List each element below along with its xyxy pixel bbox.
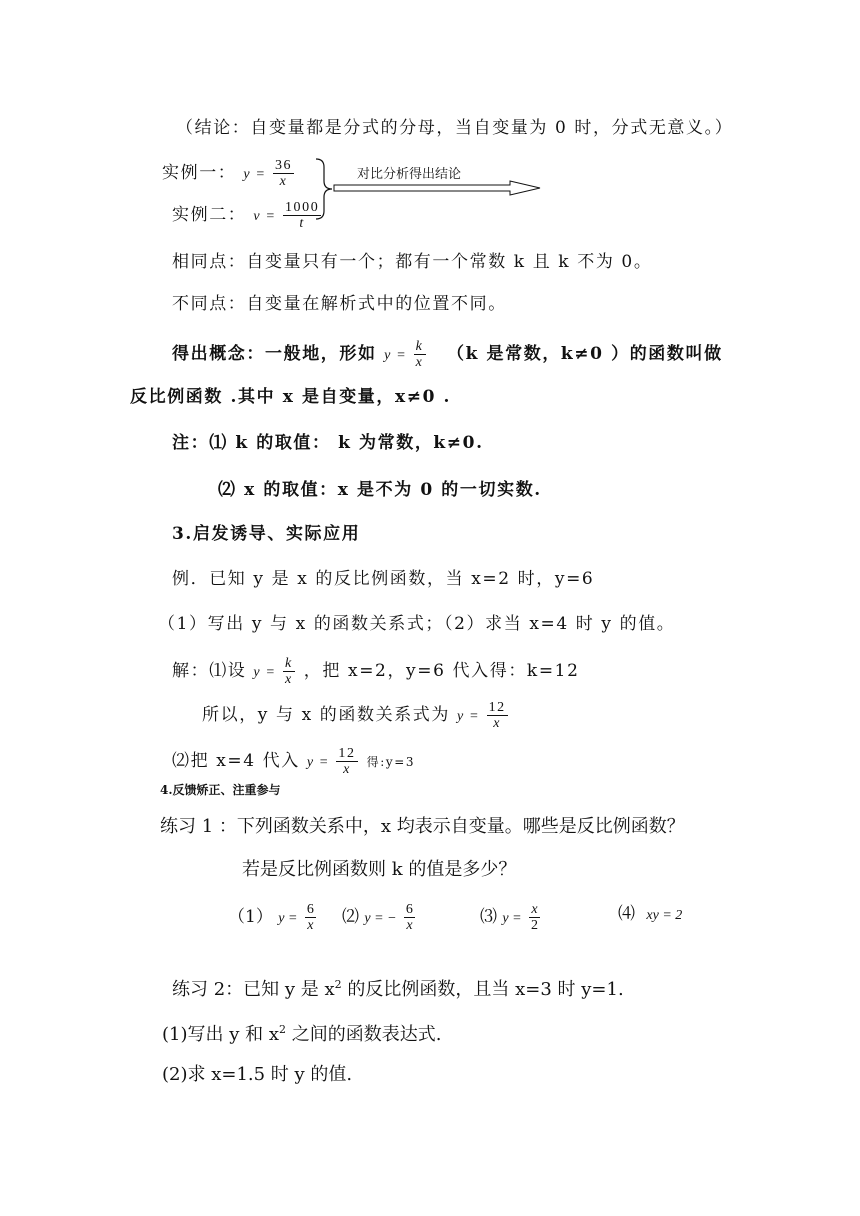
item-2-numerator: 6 <box>405 902 413 917</box>
example-two-label: 实例二： <box>172 205 247 225</box>
solution-step-three-numerator: 12 <box>338 746 356 761</box>
solution-step-one-intro: 解：⑴设 <box>172 661 247 681</box>
example-one: 实例一： y = $\frac{36}{x}$ <box>162 158 293 189</box>
example-questions: （1）写出 y 与 x 的函数关系式；（2）求当 x=4 时 y 的值。 <box>158 614 676 634</box>
solution-step-two-var: y <box>457 709 465 724</box>
exercise-one-item-3 <box>480 902 542 933</box>
exercise-one-item-2 <box>342 902 417 933</box>
solution-step-one-numerator: k <box>284 656 293 671</box>
item-4-label: ⑷ <box>618 904 635 924</box>
item-4-expr: xy = 2 <box>646 908 683 923</box>
concept-numerator: k <box>415 339 424 354</box>
exercise-two-line-one <box>172 972 624 1003</box>
concept-var: y <box>384 348 392 363</box>
solution-step-three-denominator: x <box>343 762 351 777</box>
item-3-expr: y = <box>502 911 522 926</box>
solution-step-two-intro: 所以，y 与 x 的函数关系式为 <box>202 705 451 725</box>
example-one-denominator: x <box>279 174 288 189</box>
concept-fraction <box>414 339 426 370</box>
concept-denominator: x <box>415 355 424 370</box>
item-3-denominator: 2 <box>530 918 538 933</box>
item-3-fraction <box>529 902 540 933</box>
same-points: 相同点：自变量只有一个；都有一个常数 k 且 k 不为 0。 <box>172 252 653 272</box>
exercise-two-question-one <box>162 1017 441 1048</box>
item-3-numerator: x <box>529 902 540 918</box>
solution-step-one: 解：⑴设 y = $\frac{k}{x}$ ，把 x=2，y=6 代入得：k=12 <box>172 656 580 687</box>
item-2-expr: y = − <box>364 911 397 926</box>
example-statement: 例．已知 y 是 x 的反比例函数，当 x=2 时，y=6 <box>172 569 595 589</box>
example-one-numerator: 36 <box>274 158 293 173</box>
different-points: 不同点：自变量在解析式中的位置不同。 <box>172 294 507 314</box>
item-2-fraction <box>404 902 415 933</box>
concept-line-one: 得出概念：一般地，形如 y = $\frac{k}{x}$ （k 是常数，k≠0 ）的函数叫做 <box>172 339 723 370</box>
solution-step-one-denominator: x <box>284 672 293 687</box>
concept-condition: （k 是常数，k≠0 ）的函数叫做 <box>447 344 723 364</box>
item-1-expr: y = <box>278 911 298 926</box>
note-two: ⑵ x 的取值：x 是不为 0 的一切实数. <box>218 480 542 500</box>
exercise-two-exponent: 2 <box>334 978 342 991</box>
solution-step-three: ⑵把 x=4 代入 y = $\frac{12}{x}$ 得:y=3 <box>172 746 416 777</box>
exercise-one-item-4 <box>618 902 682 928</box>
exercise-one-line-two: 若是反比例函数则 k 的值是多少？ <box>242 859 517 880</box>
item-1-numerator: 6 <box>306 902 314 917</box>
example-one-label: 实例一： <box>162 163 237 183</box>
item-3-label: ⑶ <box>480 907 497 927</box>
arrow-label: 对比分析得出结论 <box>357 167 462 182</box>
solution-step-three-intro: ⑵把 x=4 代入 <box>172 751 300 771</box>
solution-step-two-denominator: x <box>493 716 502 731</box>
solution-step-one-text: ，把 x=2，y=6 代入得：k=12 <box>303 661 580 681</box>
exercise-two-intro: 练习 2：已知 y 是 x <box>172 979 335 1000</box>
section-four-heading: 4.反馈矫正、注重参与 <box>160 783 281 797</box>
solution-step-one-fraction <box>283 656 295 687</box>
solution-step-two-numerator: 12 <box>488 700 506 715</box>
solution-step-three-var: y <box>306 755 315 770</box>
question-one-intro: (1)写出 y 和 x <box>162 1024 279 1045</box>
example-two-numerator: 1000 <box>284 200 320 215</box>
solution-step-one-var: y <box>253 665 262 680</box>
item-1-fraction <box>305 902 316 933</box>
solution-step-three-fraction <box>336 746 357 777</box>
solution-step-three-result: 得:y=3 <box>366 755 416 769</box>
exercise-two-condition: 的反比例函数，且当 x=3 时 y=1. <box>341 979 624 1000</box>
question-one-text: 之间的函数表达式. <box>285 1024 442 1045</box>
solution-step-two-fraction <box>487 700 508 731</box>
example-one-var: y <box>243 167 252 182</box>
exercise-one-line-one: 练习 1 ：下列函数关系中，x 均表示自变量。哪些是反比例函数？ <box>160 816 685 837</box>
section-three-heading: 3.启发诱导、实际应用 <box>172 524 361 544</box>
conclusion-text: （结论：自变量都是分式的分母，当自变量为 0 时，分式无意义。） <box>176 118 734 138</box>
right-brace-icon <box>316 159 332 219</box>
exercise-one-item-1 <box>228 902 318 933</box>
note-one: 注：⑴ k 的取值： k 为常数，k≠0. <box>172 433 484 453</box>
example-two-var: v <box>253 209 262 224</box>
exercise-two-question-two: (2)求 x=1.5 时 y 的值. <box>162 1064 353 1085</box>
item-2-label: ⑵ <box>342 907 359 927</box>
item-1-denominator: x <box>307 918 314 933</box>
item-1-label: （1） <box>228 907 273 927</box>
item-2-denominator: x <box>406 918 413 933</box>
question-one-exponent: 2 <box>278 1023 286 1036</box>
concept-line-two: 反比例函数 .其中 x 是自变量，x≠0 . <box>130 387 452 407</box>
example-two-denominator: t <box>299 216 305 231</box>
solution-step-two: 所以，y 与 x 的函数关系式为 y = $\frac{12}{x}$ <box>202 700 506 731</box>
concept-intro: 得出概念：一般地，形如 <box>172 344 377 364</box>
example-two: 实例二： v = $\frac{1000}{t}$ <box>172 200 320 231</box>
example-one-fraction <box>273 158 294 189</box>
